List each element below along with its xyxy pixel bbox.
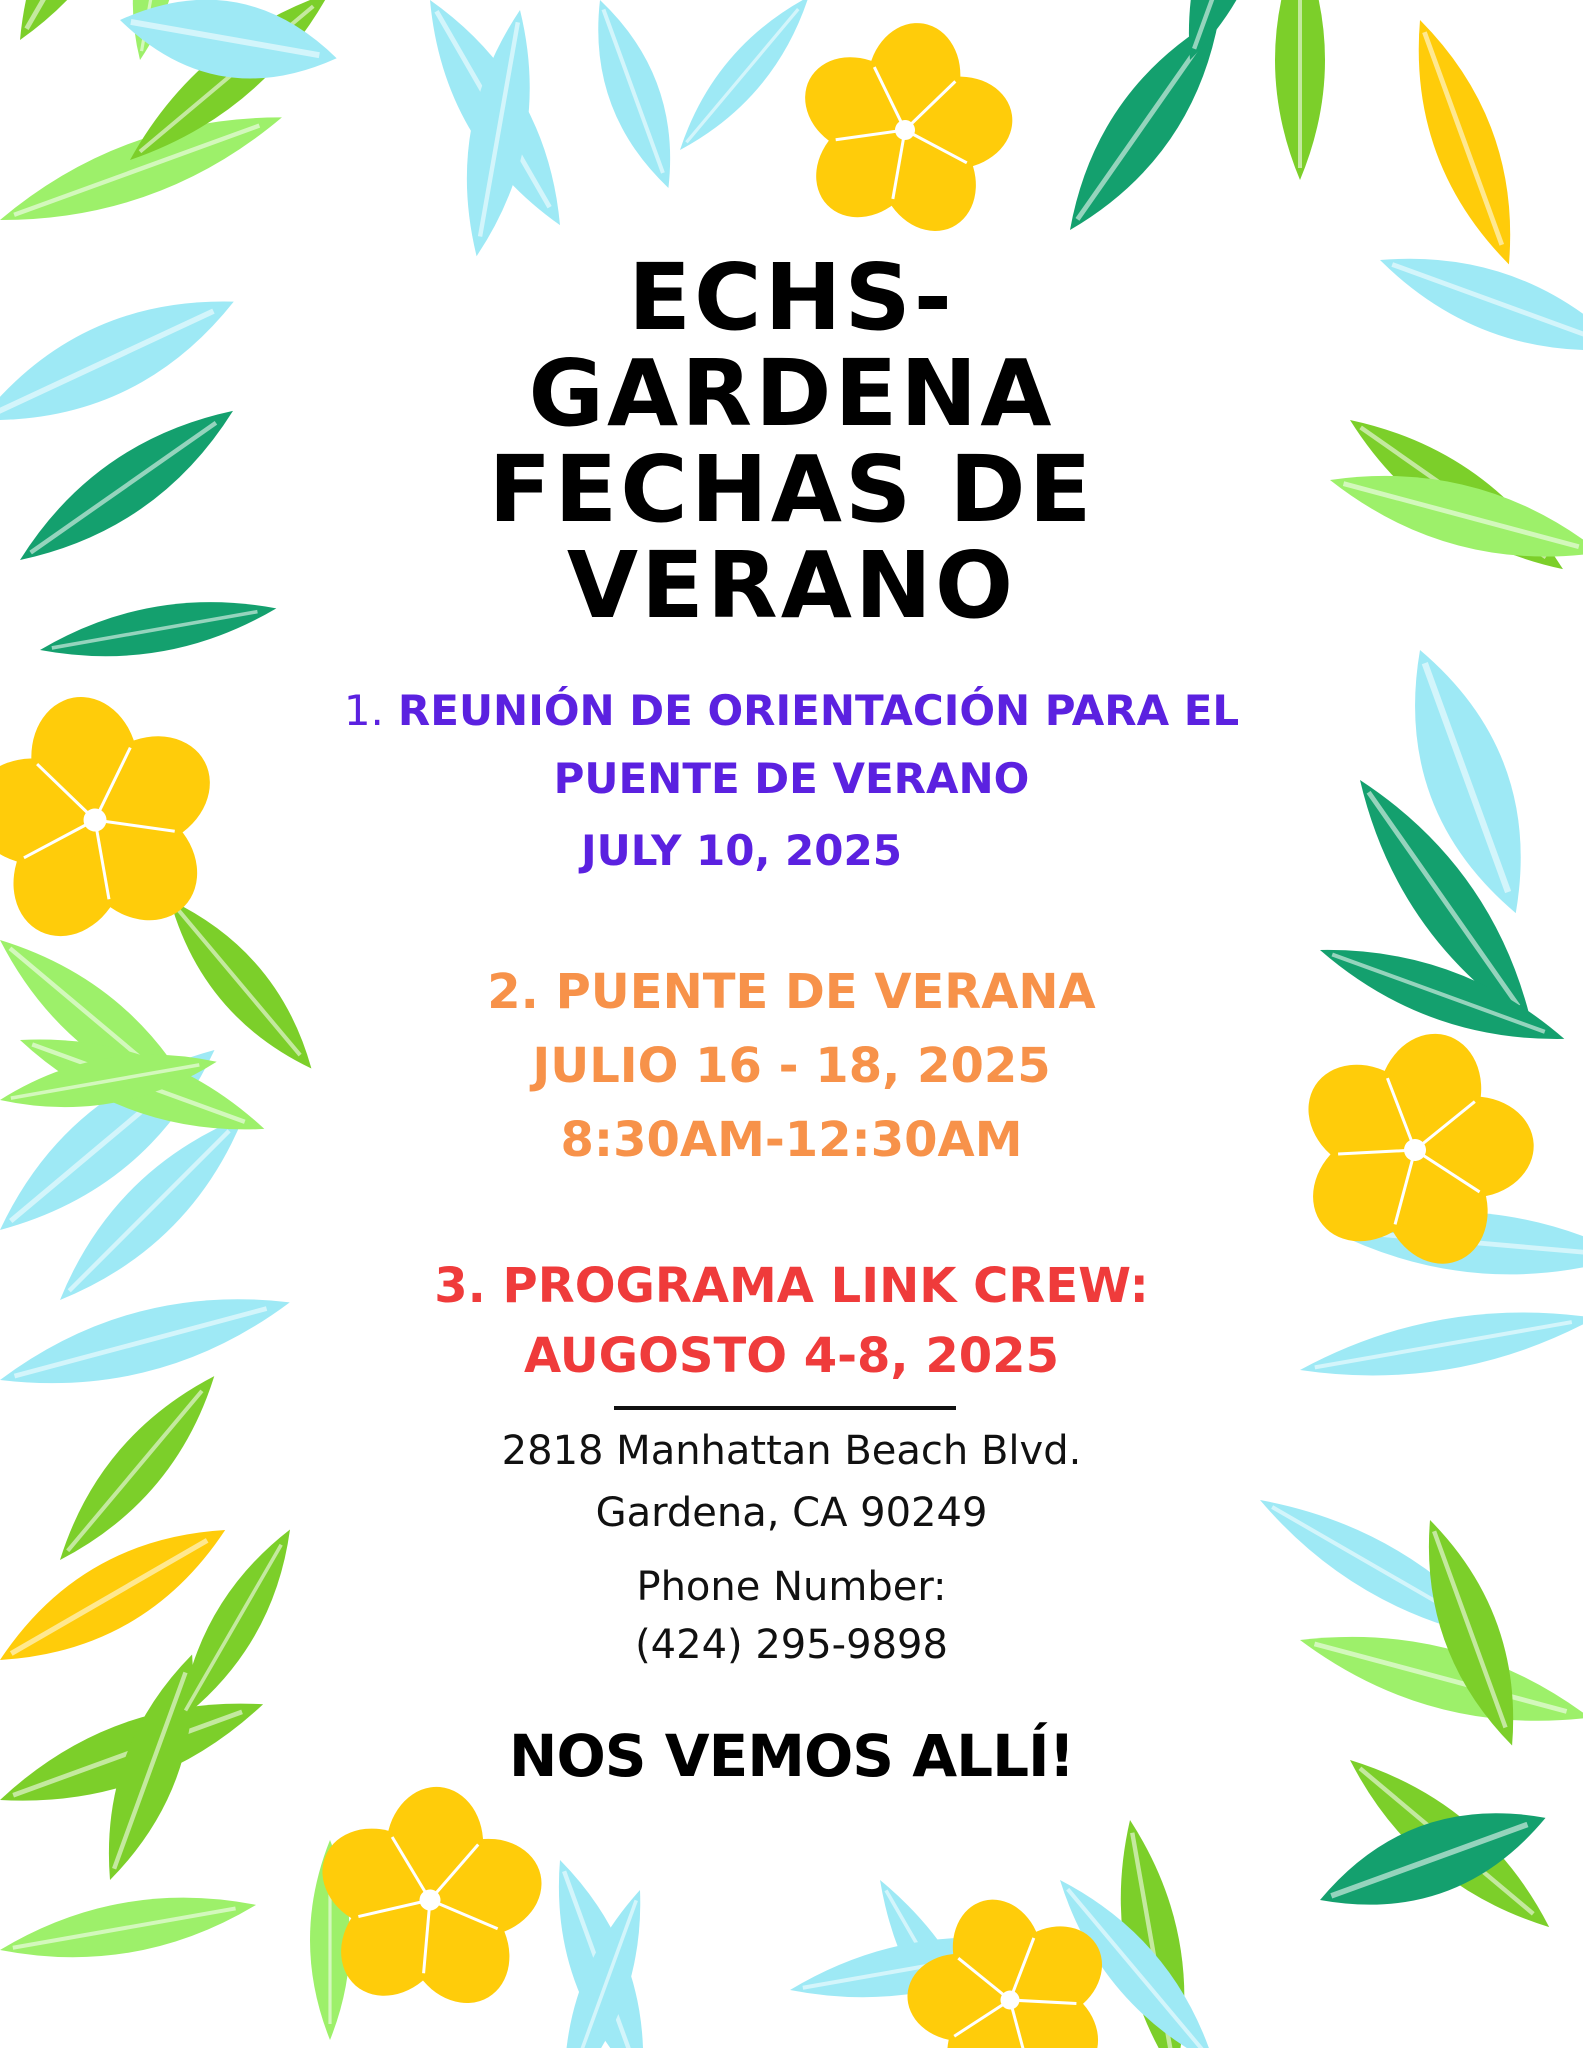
- item3-date: AUGOSTO 4-8, 2025: [524, 1328, 1059, 1384]
- closing-message: NOS VEMOS ALLÍ!: [508, 1722, 1075, 1790]
- title-line-1: ECHS-: [628, 244, 955, 351]
- item2-time: 8:30AM-12:30AM: [560, 1112, 1023, 1168]
- phone-label: Phone Number:: [636, 1564, 947, 1610]
- item1-date: JULY 10, 2025: [581, 826, 902, 875]
- phone-number: (424) 295-9898: [635, 1622, 948, 1668]
- item1-line1: REUNIÓN DE ORIENTACIÓN PARA EL: [397, 686, 1240, 735]
- item3-heading: 3. PROGRAMA LINK CREW:: [434, 1258, 1149, 1314]
- item1-number: 1.: [343, 686, 384, 735]
- divider-line: [614, 1406, 956, 1410]
- address-street: 2818 Manhattan Beach Blvd.: [501, 1428, 1082, 1474]
- item1-line2: PUENTE DE VERANO: [553, 754, 1030, 803]
- item1-heading: [0, 686, 1583, 735]
- flyer-title: [0, 244, 1583, 639]
- title-line-4: VERANO: [566, 532, 1017, 639]
- title-line-2: GARDENA: [528, 340, 1055, 447]
- item2-heading: 2. PUENTE DE VERANA: [487, 964, 1096, 1020]
- address-city: Gardena, CA 90249: [595, 1490, 988, 1536]
- title-line-3: FECHAS DE: [488, 436, 1095, 543]
- item2-date: JULIO 16 - 18, 2025: [532, 1038, 1051, 1094]
